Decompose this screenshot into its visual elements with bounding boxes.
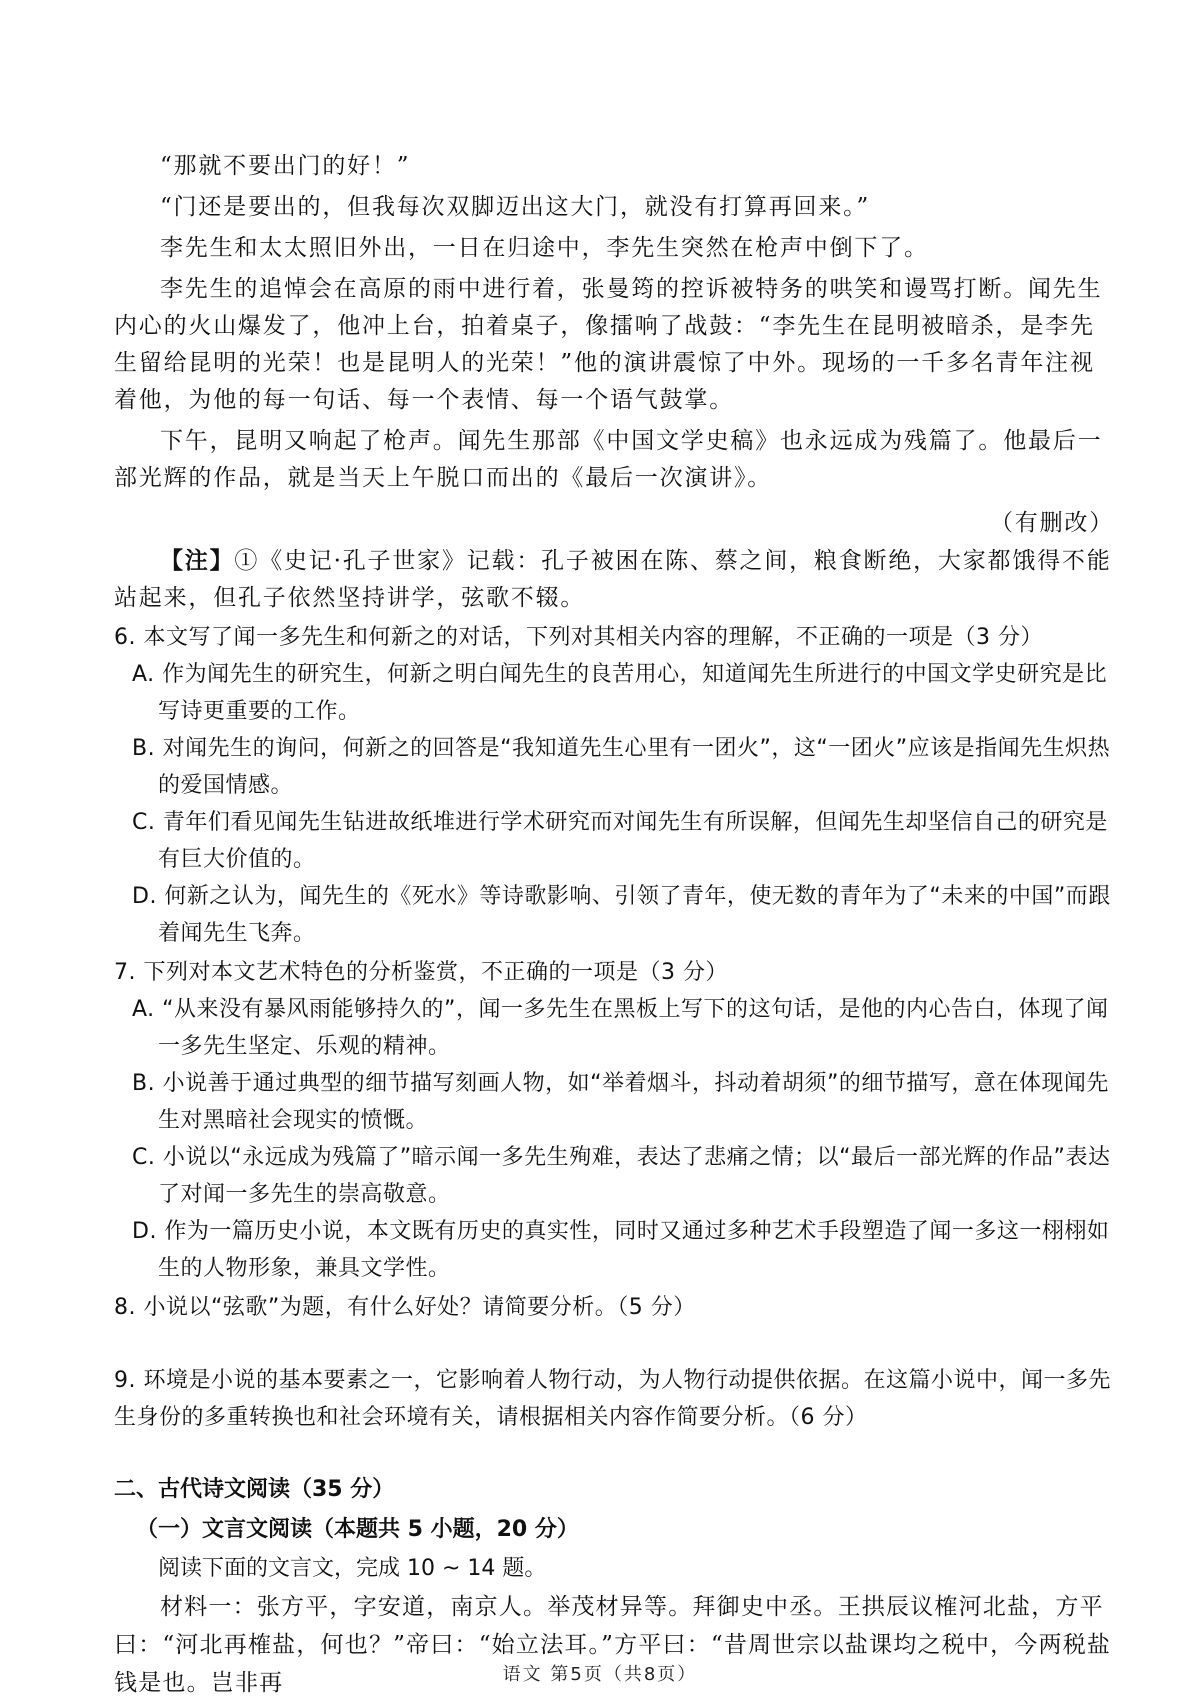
- footnote: [114, 542, 1114, 617]
- page-footer: 语文 第5页（共8页）: [502, 1664, 698, 1685]
- answer-space: [114, 1436, 1114, 1470]
- option-b: B. 小说善于通过典型的细节描写刻画人物，如“举着烟斗，抖动着胡须”的细节描写，意在体现闻先生对黑暗社会现实的愤慨。: [132, 1071, 1109, 1133]
- story-excerpt: [114, 148, 1114, 617]
- subsection-title: （一）文言文阅读（本题共 5 小题，20 分）: [136, 1517, 579, 1542]
- question-stem: 6. 本文写了闻一多先生和何新之的对话，下列对其相关内容的理解，不正确的一项是（3 分）: [114, 625, 1043, 650]
- option-a: A. “从来没有暴风雨能够持久的”，闻一多先生在黑板上写下的这句话，是他的内心告白，体现了闻一多先生坚定、乐观的精神。: [132, 997, 1109, 1059]
- page-content: [114, 148, 1114, 1702]
- option-a: A. 作为闻先生的研究生，何新之明白闻先生的良苦用心，知道闻先生所进行的中国文学史研究是比写诗更重要的工作。: [132, 662, 1108, 724]
- question-6: [114, 619, 1114, 952]
- question-9: [114, 1362, 1114, 1436]
- footnote-text: ①《史记·孔子世家》记载：孔子被困在陈、蔡之间，粮食断绝，大家都饿得不能站起来，但孔子依然坚持讲学，弦歌不辍。: [114, 548, 1112, 611]
- question-8: [114, 1289, 1114, 1326]
- source-credit: （有删改）: [990, 510, 1114, 536]
- instruction: 阅读下面的文言文，完成 10 ~ 14 题。: [158, 1556, 547, 1581]
- option-c: C. 小说以“永远成为残篇了”暗示闻一多先生殉难，表达了悲痛之情；以“最后一部光辉的作品”表达了对闻一多先生的崇高敬意。: [132, 1145, 1111, 1207]
- option-b: B. 对闻先生的询问，何新之的回答是“我知道先生心里有一团火”，这“一团火”应该是指闻先生炽热的爱国情感。: [132, 736, 1111, 798]
- answer-space: [114, 1326, 1114, 1360]
- classical-text-material: 材料一：张方平，字安道，南京人。举茂材异等。拜御史中丞。王拱辰议榷河北盐，方平曰：“河北再榷盐，何也？”帝曰：“始立法耳。”方平曰：“昔周世宗以盐课均之税中，今两税盐钱是也。岂非再: [114, 1594, 1112, 1696]
- story-paragraph: 李先生的追悼会在高原的雨中进行着，张曼筠的控诉被特务的哄笑和谩骂打断。闻先生内心的火山爆发了，他冲上台，拍着桌子，像擂响了战鼓：“李先生在昆明被暗杀，是李先生留给昆明的光荣！也是昆明人的光荣！”他的演讲震惊了中外。现场的一千多名青年注视着他，为他的每一句话、每一个表情、每一个语气鼓掌。: [114, 276, 1103, 413]
- story-paragraph: 李先生和太太照旧外出，一日在归途中，李先生突然在枪声中倒下了。: [160, 235, 929, 261]
- option-c: C. 青年们看见闻先生钻进故纸堆进行学术研究而对闻先生有所误解，但闻先生却坚信自己的研究是有巨大价值的。: [132, 810, 1108, 872]
- question-stem: 7. 下列对本文艺术特色的分析鉴赏，不正确的一项是（3 分）: [114, 960, 728, 985]
- footnote-label: 【注】: [160, 547, 235, 574]
- option-d: D. 何新之认为，闻先生的《死水》等诗歌影响、引领了青年，使无数的青年为了“未来的中国”而跟着闻先生飞奔。: [132, 884, 1111, 946]
- story-paragraph: “门还是要出的，但我每次双脚迈出这大门，就没有打算再回来。”: [160, 194, 871, 220]
- question-7: [114, 954, 1114, 1287]
- section-title: 二、古代诗文阅读（35 分）: [114, 1477, 395, 1502]
- question-stem: 9. 环境是小说的基本要素之一，它影响着人物行动，为人物行动提供依据。在这篇小说中，闻一多先生身份的多重转换也和社会环境有关，请根据相关内容作简要分析。（6 分）: [114, 1368, 1111, 1430]
- story-paragraph: “那就不要出门的好！”: [160, 153, 411, 179]
- question-stem: 8. 小说以“弦歌”为题，有什么好处？请简要分析。（5 分）: [114, 1295, 696, 1320]
- story-paragraph: 下午，昆明又响起了枪声。闻先生那部《中国文学史稿》也永远成为残篇了。他最后一部光辉的作品，就是当天上午脱口而出的《最后一次演讲》。: [114, 428, 1103, 491]
- option-d: D. 作为一篇历史小说，本文既有历史的真实性，同时又通过多种艺术手段塑造了闻一多这一栩栩如生的人物形象，兼具文学性。: [132, 1219, 1110, 1281]
